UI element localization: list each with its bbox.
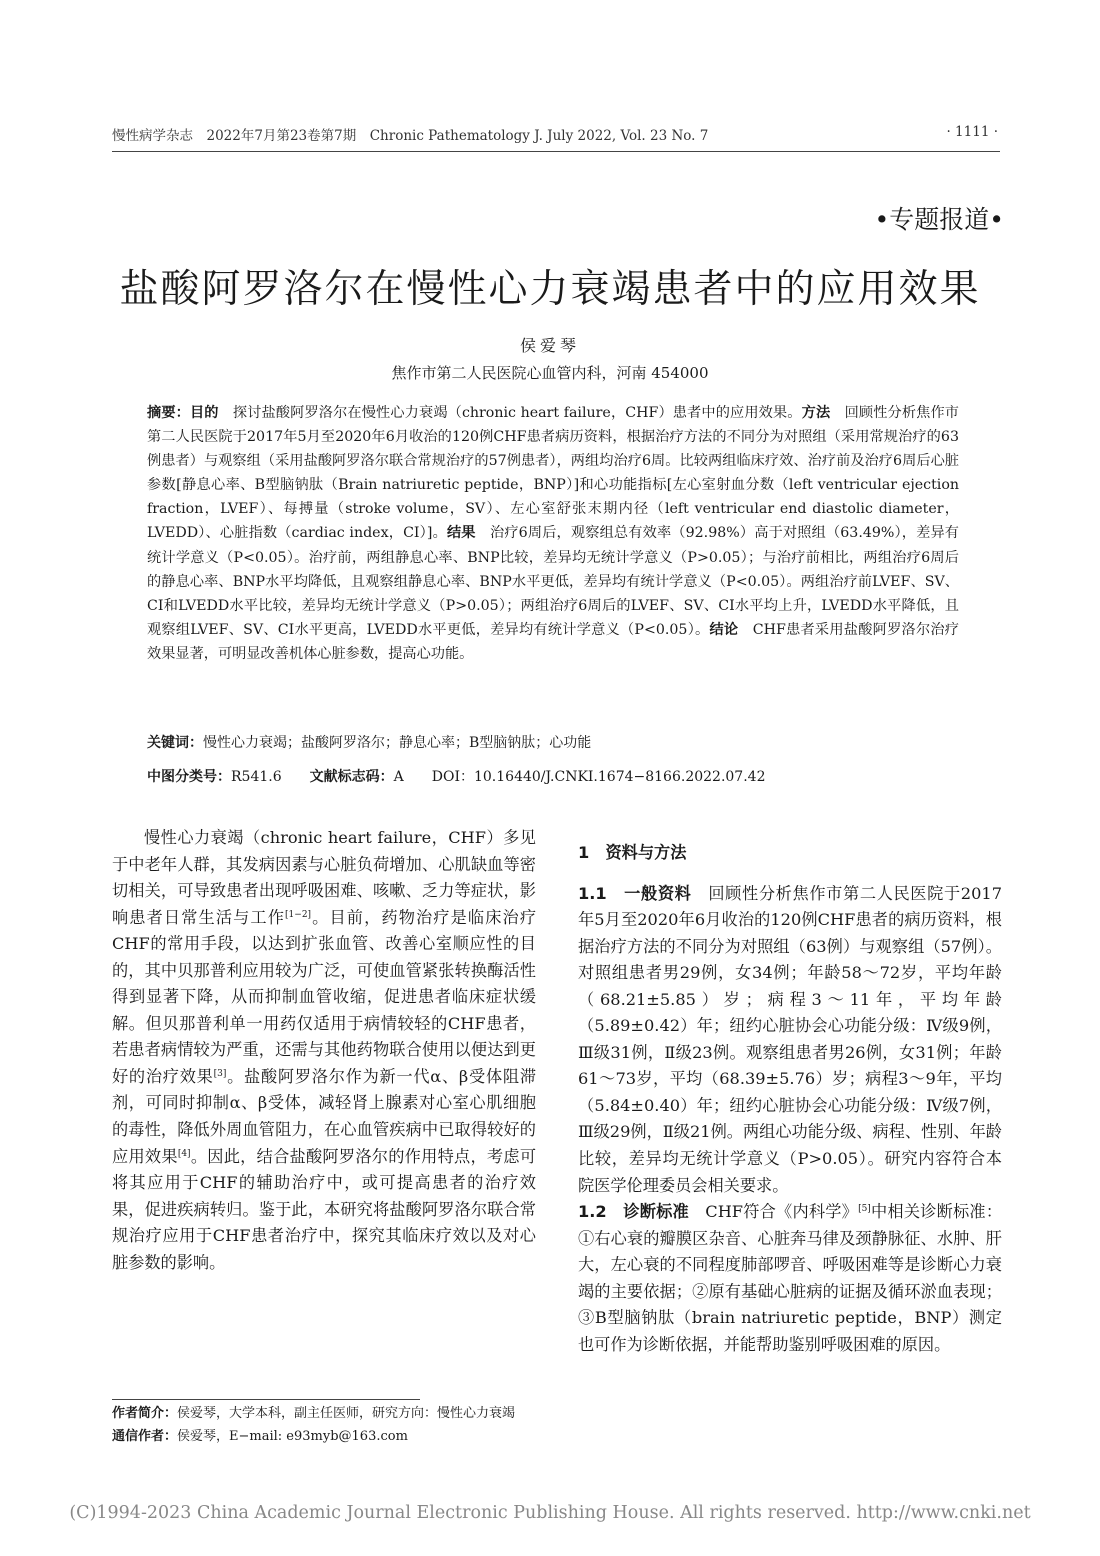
corresponding-label: 通信作者： xyxy=(112,1429,178,1444)
keywords-label: 关键词： xyxy=(147,735,203,751)
methods-text: 回顾性分析焦作市第二人民医院于2017年5月至2020年6月收治的120例CHF患者病历资料，根据治疗方法的不同分为对照组（采用常规治疗的63例患者）与观察组（采用盐酸阿罗洛尔联合常规治疗的57例患者），两组均治疗6周。比较两组临床疗效、治疗前及治疗6周后心脏参数[静息心率、B型脑钠肽（Brain natriuretic peptide，BNP）]和心功能指标[左心室射血分数（left ventricular ejection fraction，LVEF）、每搏量（stroke volume，SV）、左心室舒张末期内径（left ventricular end diastolic diameter，LVEDD）、心脏指数（cardiac index，CI）]。 xyxy=(147,405,959,542)
footnote-rule xyxy=(112,1399,420,1400)
author-bio-text: 侯爱琴，大学本科，副主任医师，研究方向：慢性心力衰竭 xyxy=(177,1406,516,1421)
classification-line xyxy=(147,766,959,786)
methods-label: 方法 xyxy=(801,405,831,421)
conclusion-text: CHF患者采用盐酸阿罗洛尔治疗效果显著，可明显改善机体心脏参数，提高心功能。 xyxy=(147,621,959,662)
copyright-notice: (C)1994-2023 China Academic Journal Electronic Publishing House. All rights reserved. http://www.cnki.net xyxy=(69,1503,1031,1523)
citation-ref[interactable]: [5] xyxy=(858,1204,871,1215)
intro-column xyxy=(112,825,536,1276)
doi-value[interactable]: 10.16440/J.CNKI.1674−8166.2022.07.42 xyxy=(473,769,766,785)
article-title: 盐酸阿罗洛尔在慢性心力衰竭患者中的应用效果 xyxy=(119,267,981,312)
running-header xyxy=(112,124,1002,144)
author-bio xyxy=(112,1404,536,1423)
journal-citation: 慢性病学杂志 2022年7月第23卷第7期 Chronic Pathematology J. July 2022, Vol. 23 No. 7 xyxy=(112,128,709,144)
corresponding-text: 侯爱琴，E−mail: e93myb@163.com xyxy=(177,1429,408,1444)
doi-label: DOI： xyxy=(431,769,474,785)
keywords xyxy=(147,732,959,752)
intro-paragraph xyxy=(112,825,536,1276)
citation-ref[interactable]: [4] xyxy=(177,1148,191,1159)
abstract xyxy=(147,401,959,666)
subsection-title: 诊断标准 xyxy=(606,1202,689,1222)
subsection-diagnosis xyxy=(578,1199,1002,1358)
objective-text: 探讨盐酸阿罗洛尔在慢性心力衰竭（chronic heart failure，CHF）患者中的应用效果。 xyxy=(218,405,802,421)
intro-text-1: 慢性心力衰竭（chronic heart failure，CHF）多见于中老年人群，其发病因素与心脏负荷增加、心肌缺血等密切相关，可导致患者出现呼吸困难、咳嗽、乏力等症状，影响患者日常生活与工作 xyxy=(112,828,536,927)
doc-code-value: A xyxy=(393,769,404,785)
author-bio-label: 作者简介： xyxy=(112,1406,178,1421)
subsection-number: 1.2 xyxy=(578,1202,607,1222)
methods-column xyxy=(578,840,1002,1358)
subsection-text: 回顾性分析焦作市第二人民医院于2017年5月至2020年6月收治的120例CHF患者的病历资料，根据治疗方法的不同分为对照组（63例）与观察组（57例）。对照组患者男29例，女34例；年龄58～72岁，平均年龄（68.21±5.85）岁；病程3～11年，平均年龄（5.89±0.42）年；纽约心脏协会心功能分级：Ⅳ级9例，Ⅲ级31例，Ⅱ级23例。观察组患者男26例，女31例；年龄61～73岁，平均（68.39±5.76）岁；病程3～9年，平均（5.84±0.40）年；纽约心脏协会心功能分级：Ⅳ级7例，Ⅲ级29例，Ⅱ级21例。两组心功能分级、病程、性别、年龄比较，差异均无统计学意义（P>0.05）。研究内容符合本院医学伦理委员会相关要求。 xyxy=(578,883,1003,1195)
author-name: 侯爱琴 xyxy=(519,336,580,355)
abstract-label: 摘要： xyxy=(147,405,190,421)
conclusion-label: 结论 xyxy=(709,621,739,638)
clc-label: 中图分类号： xyxy=(147,769,231,785)
header-rule xyxy=(112,151,1000,152)
intro-text-4: 。因此，结合盐酸阿罗洛尔的作用特点，考虑可将其应用于CHF的辅助治疗中，或可提高患者的治疗效果，促进疾病转归。鉴于此，本研究将盐酸阿罗洛尔联合常规治疗应用于CHF患者治疗中，探究其临床疗效以及对心脏参数的影响。 xyxy=(112,1146,537,1272)
subsection-number: 1.1 xyxy=(578,883,607,903)
subsection-text: 中相关诊断标准：①右心衰的瓣膜区杂音、心脏奔马律及颈静脉征、水肿、肝大，左心衰的不同程度肺部啰音、呼吸困难等是诊断心力衰竭的主要依据；②原有基础心脏病的证据及循环淤血表现；③B型脑钠肽（brain natriuretic peptide，BNP）测定也可作为诊断依据，并能帮助鉴别呼吸困难的原因。 xyxy=(578,1202,1003,1354)
corresponding-author xyxy=(112,1427,536,1446)
subsection-general xyxy=(578,881,1002,1200)
footnote xyxy=(112,1404,536,1450)
citation-ref[interactable]: [1−2] xyxy=(285,909,312,920)
intro-text-2: 。目前，药物治疗是临床治疗CHF的常用手段，以达到扩张血管、改善心室顺应性的目的，其中贝那普利应用较为广泛，可使血管紧张转换酶活性得到显著下降，从而抑制血管收缩，促进患者临床症状缓解。但贝那普利单一用药仅适用于病情较轻的CHF患者，若患者病情较为严重，还需与其他药物联合使用以便达到更好的治疗效果 xyxy=(112,907,537,1086)
objective-label: 目的 xyxy=(189,405,219,421)
section-tag: •专题报道• xyxy=(874,205,1004,234)
affiliation: 焦作市第二人民医院心血管内科，河南 454000 xyxy=(391,364,709,382)
subsection-title: 一般资料 xyxy=(606,883,692,903)
doc-code-label: 文献标志码： xyxy=(309,769,394,785)
results-label: 结果 xyxy=(446,525,476,542)
subsection-text: CHF符合《内科学》 xyxy=(688,1202,859,1222)
results-text: 治疗6周后，观察组总有效率（92.98%）高于对照组（63.49%），差异有统计学意义（P<0.05）。治疗前，两组静息心率、BNP比较，差异均无统计学意义（P>0.05）；与治疗前相比，两组治疗6周后的静息心率、BNP水平均降低，且观察组静息心率、BNP水平更低，差异均有统计学意义（P<0.05）。两组治疗前LVEF、SV、CI和LVEDD水平比较，差异均无统计学意义（P>0.05）；两组治疗6周后的LVEF、SV、CI水平均上升，LVEDD水平降低，且观察组LVEF、SV、CI水平更高，LVEDD水平更低，差异均有统计学意义（P<0.05）。 xyxy=(147,525,959,638)
section-heading: 1 资料与方法 xyxy=(578,843,687,862)
keywords-text: 慢性心力衰竭；盐酸阿罗洛尔；静息心率；B型脑钠肽；心功能 xyxy=(203,735,592,751)
clc-value: R541.6 xyxy=(231,769,282,785)
citation-ref[interactable]: [3] xyxy=(213,1068,227,1079)
intro-text-3: 。盐酸阿罗洛尔作为新一代α、β受体阻滞剂，可同时抑制α、β受体，减轻肾上腺素对心室心肌细胞的毒性，降低外周血管阻力，在心血管疾病中已取得较好的应用效果 xyxy=(112,1066,537,1166)
page-number: · 1111 · xyxy=(946,124,998,140)
